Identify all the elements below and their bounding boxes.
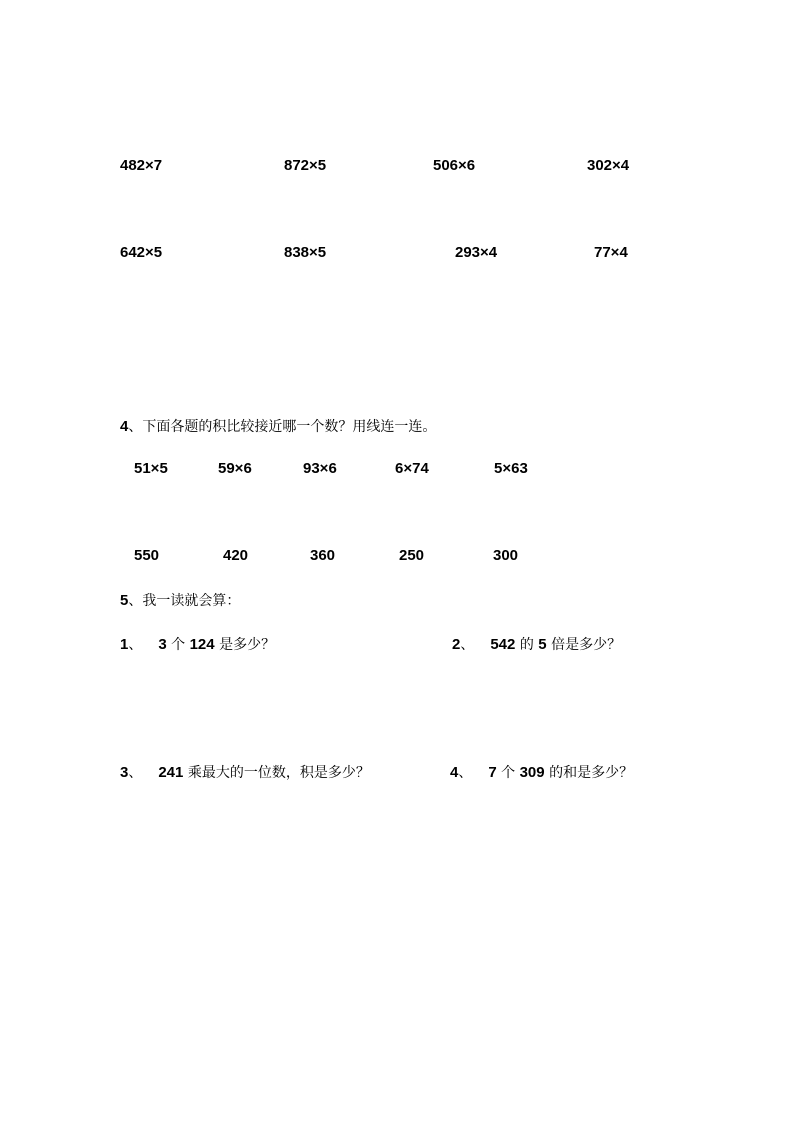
question-2: [452, 634, 621, 654]
calc-item: 482×7: [120, 157, 163, 174]
estimate: 550: [134, 547, 160, 564]
section-number: 4: [120, 418, 129, 435]
question-part: 3: [158, 636, 167, 653]
question-part: 241: [158, 764, 184, 781]
question-part: 个: [166, 637, 190, 653]
question-number: 2: [452, 636, 461, 653]
question-part: 7: [488, 764, 497, 781]
question-number: 1: [120, 636, 129, 653]
question-separator: 、: [458, 765, 473, 781]
section-text: 、我一读就会算：: [128, 593, 241, 609]
expression: 5×63: [494, 460, 528, 477]
question-part: 是多少？: [214, 637, 276, 653]
question-part: 倍是多少？: [546, 637, 622, 653]
question-separator: 、: [460, 637, 475, 653]
question-part: 个: [496, 765, 520, 781]
calc-item: 642×5: [120, 244, 163, 261]
expression: 93×6: [303, 460, 337, 477]
section-5-heading: [120, 590, 240, 610]
question-part: 乘最大的一位数，积是多少？: [183, 765, 370, 781]
question-4: [450, 762, 633, 782]
expression: 6×74: [395, 460, 429, 477]
calc-item: 872×5: [284, 157, 327, 174]
question-number: 4: [450, 764, 459, 781]
question-part: 5: [538, 636, 547, 653]
question-part: 309: [519, 764, 545, 781]
section-text: 、下面各题的积比较接近哪一个数？用线连一连。: [128, 419, 437, 435]
section-4-heading: [120, 416, 436, 436]
expression: 51×5: [134, 460, 168, 477]
question-part: 的: [515, 637, 539, 653]
question-3: [120, 762, 370, 782]
estimate: 420: [223, 547, 249, 564]
estimate: 250: [399, 547, 425, 564]
calc-item: 838×5: [284, 244, 327, 261]
calc-item: 77×4: [594, 244, 628, 261]
estimate: 300: [493, 547, 519, 564]
estimate: 360: [310, 547, 336, 564]
section-number: 5: [120, 592, 129, 609]
question-part: 的和是多少？: [544, 765, 634, 781]
question-separator: 、: [128, 765, 143, 781]
question-part: 124: [189, 636, 215, 653]
question-1: [120, 634, 275, 654]
calc-item: 506×6: [433, 157, 476, 174]
calc-item: 302×4: [587, 157, 630, 174]
expression: 59×6: [218, 460, 252, 477]
question-number: 3: [120, 764, 129, 781]
question-separator: 、: [128, 637, 143, 653]
calc-item: 293×4: [455, 244, 498, 261]
question-part: 542: [490, 636, 516, 653]
